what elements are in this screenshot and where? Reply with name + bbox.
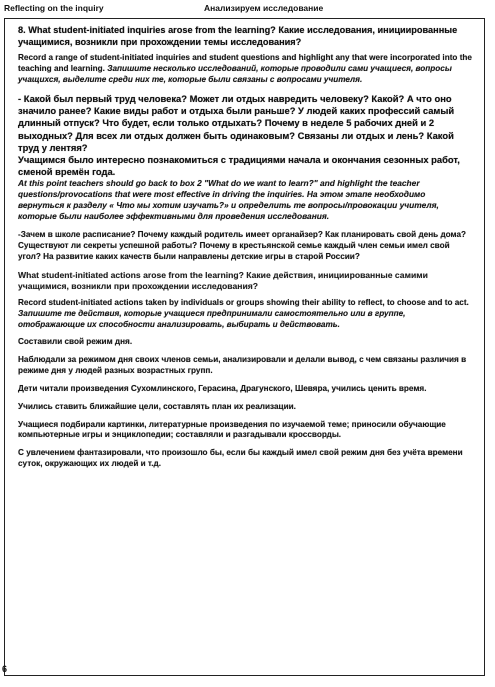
action-item: Наблюдали за режимом дня своих членов семьи, анализировали и делали вывод, с чем связаны различия в режиме дня у людей разных возрастных групп. [18,355,467,376]
question-9: What student-initiated actions arose from the learning? Какие действия, инициированные самими учащимися, возникли при прохождении исследования? [18,269,428,291]
record-instructions-8 [18,53,474,85]
record-instructions-9-en: Record student-initiated actions taken by individuals or groups showing their ability to reflect, to choose and to act. [18,297,469,307]
content-frame [4,18,485,676]
header-title-en: Reflecting on the inquiry [4,3,104,13]
record-instructions-9 [18,298,474,330]
action-item: Учились ставить ближайшие цели, составлять план их реализации. [18,401,296,411]
action-item: Дети читали произведения Сухомлинского, Герасина, Драгунского, Шевяра, учились ценить время. [18,383,427,393]
action-item: Учащиеся подбирали картинки, литературные произведения по изучаемой теме; приносили обучающие компьютерные игры и энциклопедии; составляли и разгадывали кроссворды. [18,419,446,440]
header-title-ru: Анализируем исследование [204,3,324,13]
student-interest: Учащимся было интересно познакомиться с традициями начала и окончания сезонных работ, сменой времён года. [18,153,460,178]
teacher-note: At this point teachers should go back to box 2 "What do we want to learn?" and highlight the teacher questions/provocations that were most effective in driving the inquiries. На этом этапе необходимо вернуться к разделу « Что мы хотим изучать?» и определить те вопросы/провокации учителя, которые были наиболее эффективными для проведения исследования. [18,178,439,222]
record-instructions-8-en: Record a range of student-initiated inquiries and student questions and highlight any that were incorporated into the teaching and learning. [18,53,472,74]
more-questions: -Зачем в школе расписание? Почему каждый родитель имеет органайзер? Как планировать свой день дома? Существуют ли секреты успешной работы? Почему в крестьянской семье каждый член семьи имел свой угол? На развитие каких качеств были направлены детские игры в старой России? [18,230,467,261]
question-8: 8. What student-initiated inquiries arose from the learning? Какие исследования, инициированные учащимися, возникли при прохождении темы исследования? [18,25,458,47]
record-instructions-9-ru: Запишите те действия, которые учащиеся предпринимали самостоятельно или в группе, отображающие их способности анализировать, выбирать и действовать. [18,308,406,329]
page-marker: 6 [2,664,8,674]
student-questions: - Какой был первый труд человека? Может ли отдых навредить человеку? Какой? А что оно значило ранее? Какие виды работ и отдыха были раньше? У людей каких профессий самый длинный отпуск? Что будет, если только отдыхать? Почему в неделе 5 рабочих дней и 2 выходных? Для всех ли отдых должен быть одинаковым? Связаны ли отдых и лень? Какой труд у лентяя? [18,92,455,153]
action-item: С увлечением фантазировали, что произошло бы, если бы каждый имел свой режим дня без учёта времени суток, окружающих их людей и т.д. [18,448,463,469]
record-instructions-8-ru: Запишите несколько исследований, которые проводили сами учащиеся, вопросы учащихся, выделите среди них те, которые были связаны с вопросами учителя. [18,64,452,85]
page-header [4,3,491,15]
action-item: Составили свой режим дня. [18,337,133,347]
